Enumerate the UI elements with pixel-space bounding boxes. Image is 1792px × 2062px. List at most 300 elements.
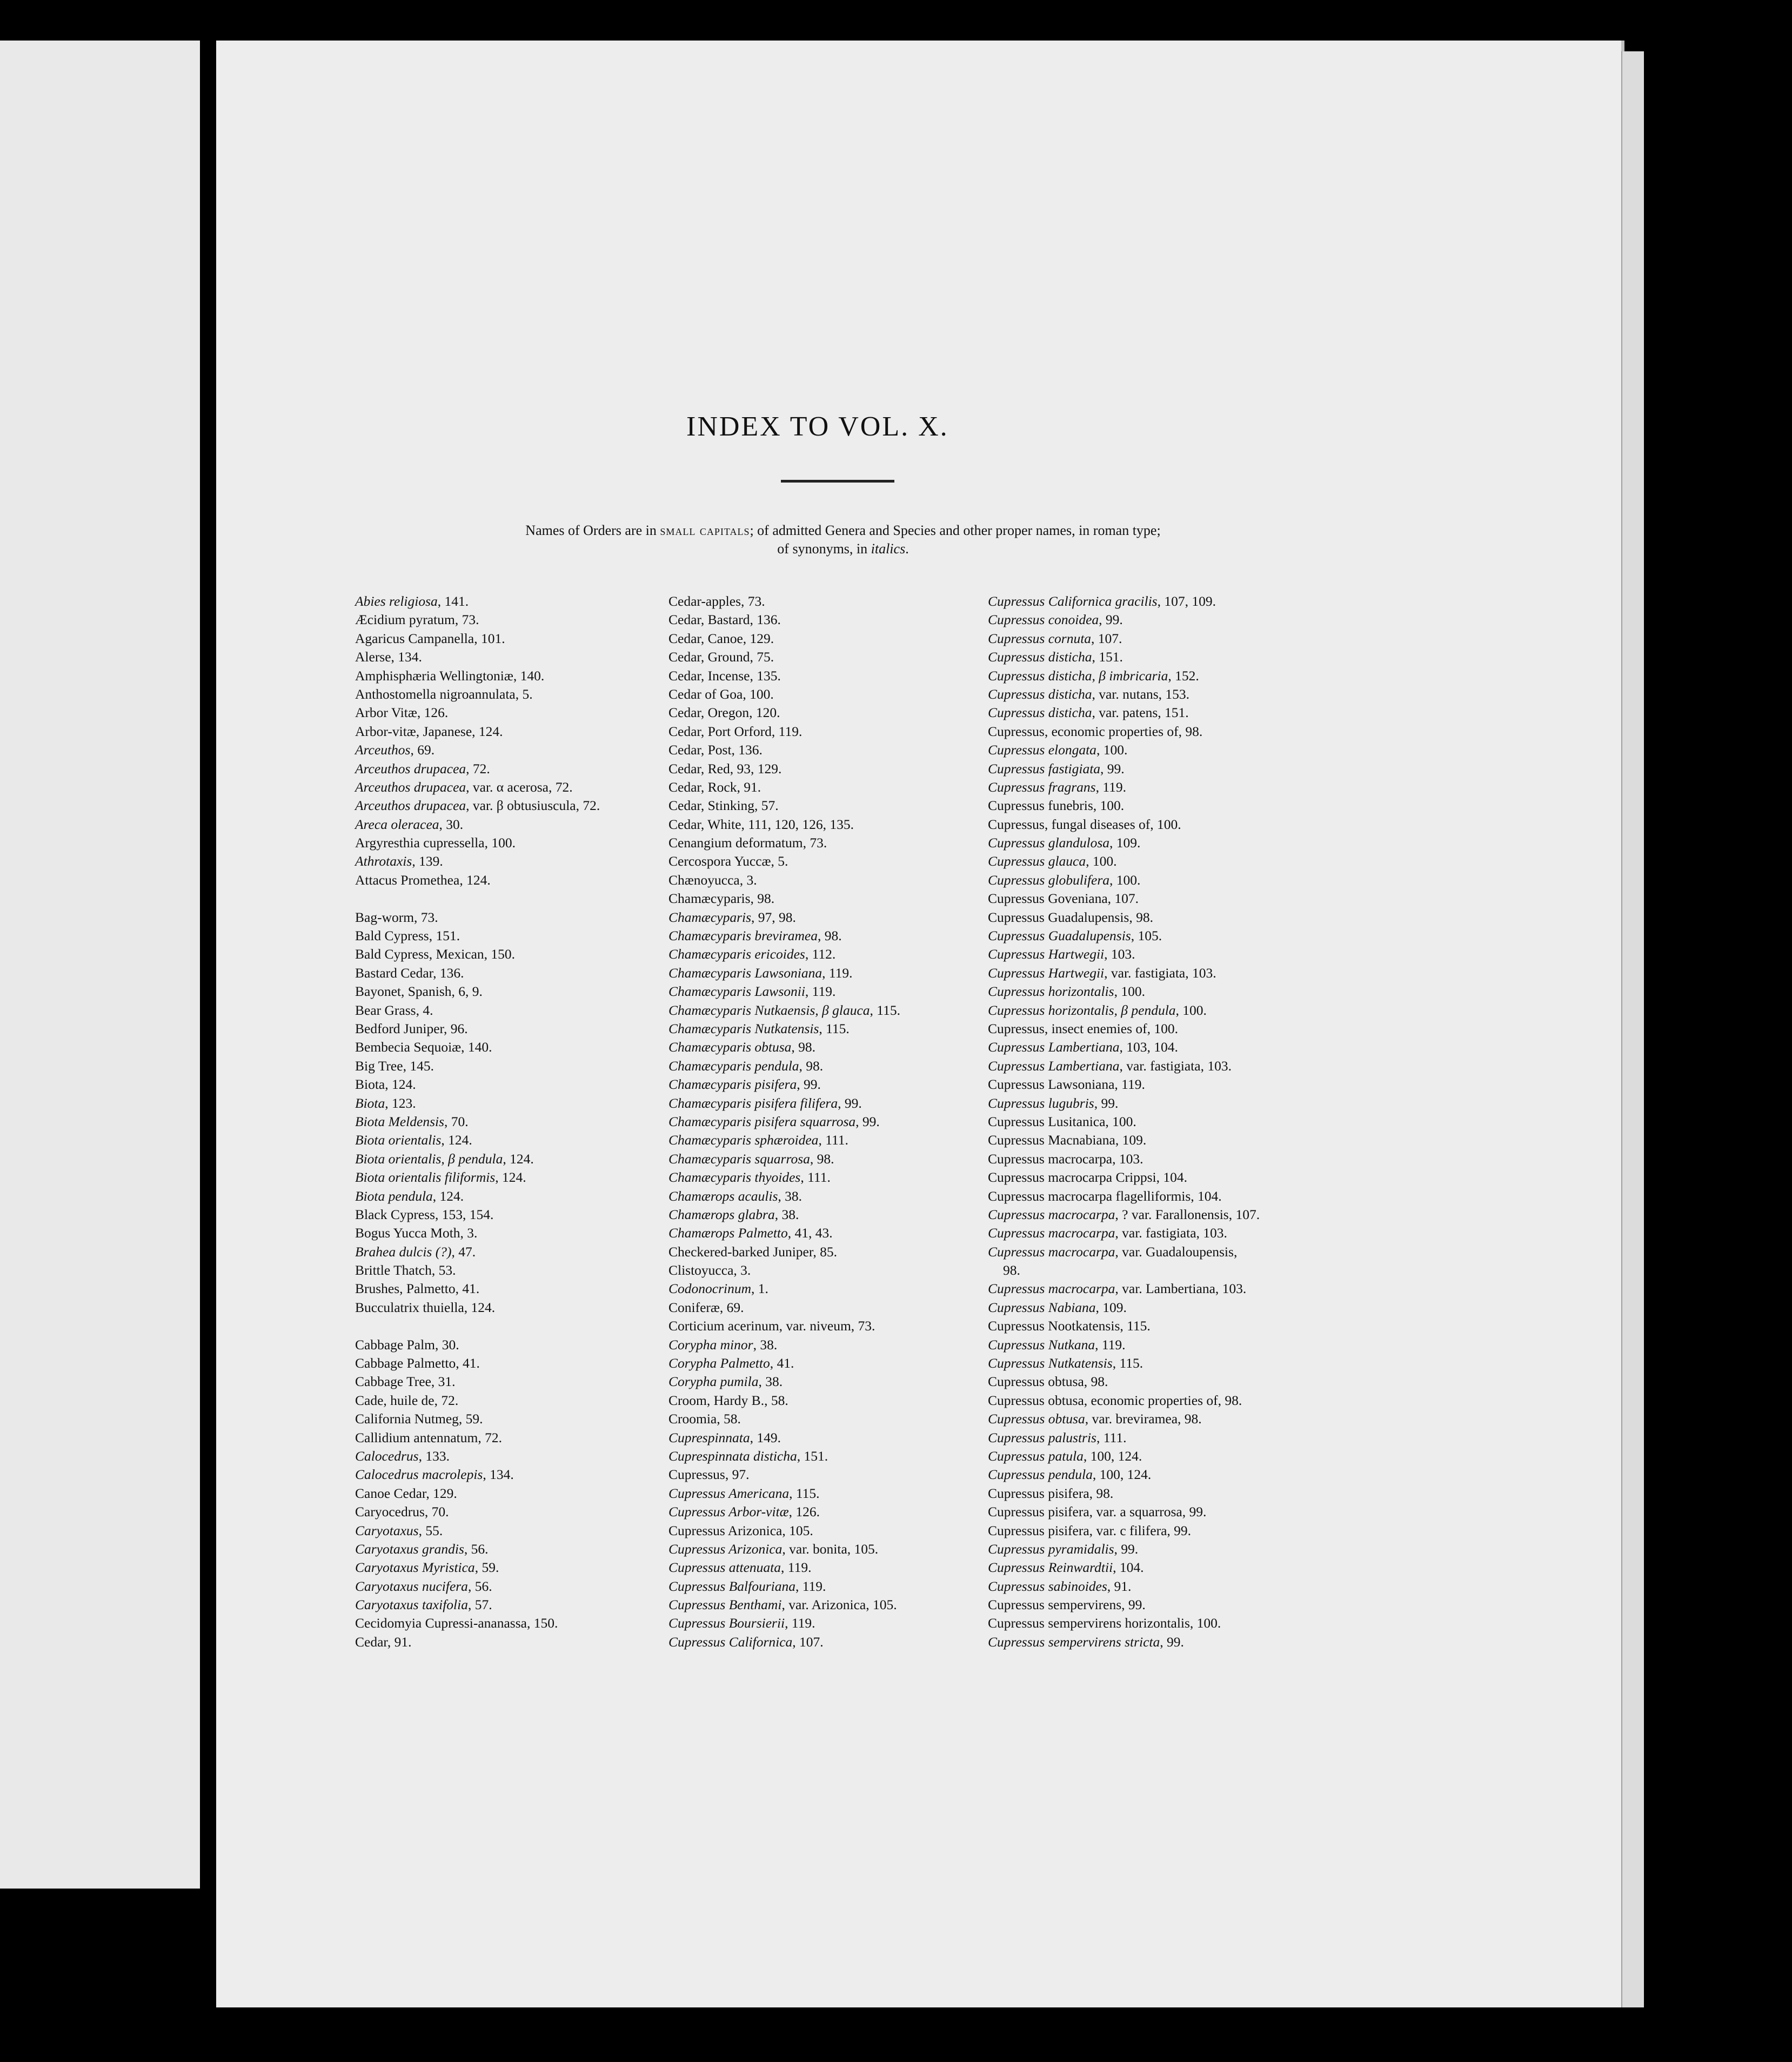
index-entry <box>355 778 600 796</box>
index-entry-refs: , 56. <box>467 1578 492 1594</box>
index-note <box>432 521 1254 558</box>
previous-page-edge <box>0 41 200 1889</box>
index-entry <box>988 1298 1260 1317</box>
index-entry-refs: , 112. <box>805 946 836 962</box>
index-entry-refs: , 119. <box>805 983 836 1000</box>
index-entry <box>668 1354 900 1373</box>
index-entry-refs: , 115. <box>1112 1355 1144 1371</box>
index-entry <box>988 852 1260 871</box>
index-entry-name: Caryotaxus <box>355 1522 419 1538</box>
index-entry-name: Cupressus Californica gracilis <box>988 593 1158 609</box>
index-entry <box>355 1484 600 1503</box>
index-entry <box>355 1168 600 1187</box>
index-entry-refs: , 133. <box>418 1448 450 1464</box>
index-entry-refs: , 139. <box>412 853 443 869</box>
index-entry <box>355 1503 600 1521</box>
index-entry <box>988 1113 1260 1131</box>
index-entry-name: Cedar of Goa, 100. <box>668 686 774 702</box>
index-entry-refs: , 98. <box>817 928 842 944</box>
index-entry-name: Cupressus Nutkana <box>988 1336 1095 1353</box>
index-entry-refs: , var. breviramea, 98. <box>1085 1411 1202 1427</box>
index-entry <box>668 964 900 982</box>
index-entry <box>668 1484 900 1503</box>
index-entry-name: Cedar, Ground, 75. <box>668 649 774 665</box>
index-entry <box>988 1187 1260 1206</box>
index-entry-name: Cedar-apples, 73. <box>668 593 765 609</box>
index-entry <box>355 1410 600 1428</box>
index-entry-name: Cupressus sempervirens stricta <box>988 1633 1160 1650</box>
index-entry <box>988 1168 1260 1187</box>
index-entry <box>668 1168 900 1187</box>
index-entry-refs: , 124. <box>503 1150 534 1167</box>
index-entry-name: Cupressus Lawsoniana, 119. <box>988 1076 1145 1093</box>
index-entry <box>355 1150 600 1168</box>
index-entry-name: Coniferæ, 69. <box>668 1299 744 1315</box>
index-entry-refs: , 111. <box>800 1169 831 1186</box>
index-entry-name: Cuprespinnata <box>668 1429 750 1445</box>
index-entry <box>668 648 900 666</box>
index-entry <box>988 945 1260 963</box>
index-entry-refs: , 100. <box>1096 742 1128 758</box>
index-entry <box>668 1522 900 1540</box>
index-entry-refs: , 119. <box>822 965 853 981</box>
index-entry-name: Chamæcyparis sphæroidea <box>668 1132 819 1148</box>
index-entry-name: Cupressus Lambertiana <box>988 1057 1120 1074</box>
index-entry <box>668 778 900 796</box>
index-entry-name: Chamæcyparis pendula <box>668 1057 799 1074</box>
index-entry-refs: , 103. <box>1104 946 1135 962</box>
index-entry-refs: , 115. <box>870 1002 900 1018</box>
index-entry <box>355 1001 600 1020</box>
index-entry <box>988 1577 1260 1596</box>
index-entry-name: Cupressus glandulosa <box>988 835 1110 851</box>
index-entry-name: Cupressus Balfouriana <box>668 1578 795 1594</box>
index-entry <box>355 1113 600 1131</box>
index-entry-name: Cupressus Guadalupensis, 98. <box>988 909 1153 925</box>
index-entry-name: Corypha minor <box>668 1336 753 1353</box>
index-entry <box>668 1503 900 1521</box>
index-entry-refs: , 70. <box>444 1113 469 1129</box>
index-entry <box>355 815 600 834</box>
index-entry-name: Bag-worm, 73. <box>355 909 438 925</box>
index-entry-name: Biota, 124. <box>355 1076 416 1093</box>
index-entry-name: Cupressus pisifera, var. a squarrosa, 99. <box>988 1504 1207 1520</box>
index-entry-name: Attacus Promethea, 124. <box>355 872 491 888</box>
index-entry-name: Bayonet, Spanish, 6, 9. <box>355 983 483 1000</box>
index-entry-name: Cupressus obtusa <box>988 1411 1085 1427</box>
index-entry <box>668 1317 900 1335</box>
index-entry <box>988 1540 1260 1558</box>
index-entry-refs: , ? var. Farallonensis, 107. <box>1115 1206 1260 1222</box>
index-entry-name: Chamæcyparis Nutkatensis <box>668 1020 819 1036</box>
index-entry-name: Cercospora Yuccæ, 5. <box>668 853 788 869</box>
index-entry <box>355 667 600 685</box>
index-entry-refs: , var. β obtusiuscula, 72. <box>466 798 600 814</box>
note-small-caps: small capitals <box>660 523 750 538</box>
index-entry <box>668 1391 900 1410</box>
index-entry-name: Cupressus pisifera, var. c filifera, 99. <box>988 1522 1192 1538</box>
index-entry <box>355 1187 600 1206</box>
index-entry-name: 98. <box>1003 1262 1020 1278</box>
index-entry-name: Bedford Juniper, 96. <box>355 1020 468 1036</box>
index-entry-refs: , 115. <box>819 1020 850 1036</box>
index-entry-name: Cupressus Hartwegii <box>988 965 1105 981</box>
index-entry-name: Chamæcyparis breviramea <box>668 928 818 944</box>
index-entry <box>988 1614 1260 1632</box>
index-entry <box>668 760 900 778</box>
index-entry-name: Cupressus Hartwegii <box>988 946 1105 962</box>
index-entry <box>988 778 1260 796</box>
index-entry <box>668 889 900 908</box>
index-entry-name: Chamæcyparis <box>668 909 751 925</box>
index-entry <box>668 1373 900 1391</box>
index-entry-refs: , 99. <box>797 1076 821 1093</box>
index-entry-name: Chamæcyparis ericoides <box>668 946 805 962</box>
index-entry-refs: , 59. <box>474 1559 499 1576</box>
index-entry-name: Chamæcyparis Lawsoniana <box>668 965 823 981</box>
index-entry-name: Biota orientalis, β pendula <box>355 1150 503 1167</box>
index-entry <box>355 1075 600 1094</box>
index-entry <box>355 1558 600 1577</box>
index-entry-name: Cupressus palustris <box>988 1429 1096 1445</box>
index-entry-refs: , 111. <box>1096 1429 1127 1445</box>
index-entry-name: Cupressus sabinoides <box>988 1578 1107 1594</box>
index-entry-name: Cupressus, insect enemies of, 100. <box>988 1020 1178 1036</box>
index-entry <box>668 1187 900 1206</box>
index-entry <box>988 834 1260 852</box>
index-entry-refs: , 57. <box>467 1597 492 1613</box>
index-entry-name: Chamæcyparis pisifera squarrosa <box>668 1113 856 1129</box>
index-entry-name: Chamæcyparis thyoides <box>668 1169 801 1186</box>
index-entry <box>988 908 1260 927</box>
page-edge-shadow <box>1621 51 1644 2007</box>
index-entry-name: Cupressus Guadalupensis <box>988 928 1131 944</box>
index-entry <box>355 945 600 963</box>
index-entry <box>355 1298 600 1317</box>
index-entry-refs: , var. nutans, 153. <box>1092 686 1190 702</box>
index-entry-refs: , 119. <box>795 1578 826 1594</box>
index-entry <box>988 1354 1260 1373</box>
index-entry-name: Cupressus Arbor-vitæ <box>668 1504 789 1520</box>
index-entry-name: Chamærops acaulis <box>668 1188 778 1204</box>
index-entry <box>355 927 600 945</box>
index-entry-name: Cupressus macrocarpa <box>988 1225 1115 1241</box>
index-entry-name: Chamæcyparis squarrosa <box>668 1150 810 1167</box>
index-entry-name: Cupressus Lusitanica, 100. <box>988 1113 1136 1129</box>
index-entry-name: Argyresthia cupressella, 100. <box>355 835 516 851</box>
index-entry-name: Biota Meldensis <box>355 1113 445 1129</box>
index-entry <box>355 1336 600 1354</box>
index-entry-refs: , 134. <box>483 1467 514 1483</box>
index-entry <box>668 1336 900 1354</box>
index-entry-name: Cupressus cornuta <box>988 630 1092 646</box>
index-entry-name: Cedar, Stinking, 57. <box>668 798 779 814</box>
index-entry <box>668 704 900 722</box>
index-entry-refs: , 99. <box>1100 760 1125 776</box>
index-entry <box>668 1298 900 1317</box>
index-entry <box>355 611 600 629</box>
index-entry <box>668 871 900 889</box>
index-entry-name: Chamærops Palmetto <box>668 1225 788 1241</box>
index-entry <box>988 889 1260 908</box>
index-entry <box>668 1094 900 1113</box>
index-entry <box>668 1447 900 1465</box>
index-entry-name: Cupressus funebris, 100. <box>988 798 1125 814</box>
index-entry-name: Cupressus attenuata <box>668 1559 781 1576</box>
index-entry-refs: , 99. <box>838 1095 862 1111</box>
index-entry <box>988 722 1260 741</box>
index-entry <box>355 1057 600 1075</box>
index-entry-refs: , 38. <box>774 1206 799 1222</box>
index-entry-name: Cupressus macrocarpa Crippsi, 104. <box>988 1169 1187 1186</box>
index-entry <box>668 1614 900 1632</box>
index-entry-refs: , 141. <box>437 593 469 609</box>
index-entry-name: Cupressus Californica <box>668 1633 793 1650</box>
index-entry-name: Cupressus Americana <box>668 1485 790 1501</box>
index-entry-name: Black Cypress, 153, 154. <box>355 1206 494 1222</box>
index-entry <box>668 815 900 834</box>
index-entry-refs: , 119. <box>1095 1336 1126 1353</box>
index-entry-name: Cedar, Red, 93, 129. <box>668 760 782 776</box>
index-entry-name: Bald Cypress, 151. <box>355 928 460 944</box>
index-entry <box>355 1038 600 1056</box>
index-entry <box>355 1577 600 1596</box>
index-entry-name: Amphisphæria Wellingtoniæ, 140. <box>355 667 545 684</box>
index-entry-name: Cecidomyia Cupressi-ananassa, 150. <box>355 1615 558 1631</box>
index-entry-name: Chamæcyparis Lawsonii <box>668 983 805 1000</box>
index-entry-name: Abies religiosa <box>355 593 438 609</box>
index-entry <box>355 704 600 722</box>
index-entry-name: Cupressus macrocarpa <box>988 1206 1115 1222</box>
index-entry-name: Arceuthos drupacea <box>355 779 466 795</box>
index-entry <box>988 1243 1260 1261</box>
index-entry-name: Arceuthos drupacea <box>355 798 466 814</box>
index-entry-name: Cupressus Reinwardtii <box>988 1559 1113 1576</box>
index-entry <box>988 1373 1260 1391</box>
index-entry <box>355 1540 600 1558</box>
index-entry-refs: , 104. <box>1113 1559 1144 1576</box>
index-entry-name: Checkered-barked Juniper, 85. <box>668 1243 837 1260</box>
index-entry-name: Cupressus disticha <box>988 686 1092 702</box>
index-entry <box>988 1336 1260 1354</box>
index-entry-refs: , 38. <box>778 1188 802 1204</box>
index-entry-name: Arceuthos drupacea <box>355 760 466 776</box>
index-entry <box>355 722 600 741</box>
index-entry-name: Caryotaxus nucifera <box>355 1578 468 1594</box>
index-entry <box>668 834 900 852</box>
index-entry-name: Cedar, Port Orford, 119. <box>668 723 803 739</box>
index-entry-name: Agaricus Campanella, 101. <box>355 630 505 646</box>
index-entry-name: Cupressus Goveniana, 107. <box>988 891 1139 907</box>
index-entry-name: Cade, huile de, 72. <box>355 1392 459 1408</box>
index-column-2 <box>668 592 900 1651</box>
index-entry-name: Cupressus Nutkatensis <box>988 1355 1113 1371</box>
index-entry <box>668 611 900 629</box>
index-entry-refs: , 41. <box>770 1355 794 1371</box>
index-entry-name: Bald Cypress, Mexican, 150. <box>355 946 516 962</box>
index-entry-refs: , 100. <box>1086 853 1117 869</box>
index-entry <box>355 1391 600 1410</box>
index-entry-name: Cupressus Boursierii <box>668 1615 785 1631</box>
index-entry-name: Cupressus horizontalis, β pendula <box>988 1002 1176 1018</box>
index-entry <box>988 630 1260 648</box>
index-entry-name: Croomia, 58. <box>668 1411 741 1427</box>
index-entry <box>668 908 900 927</box>
index-entry <box>355 1206 600 1224</box>
index-entry <box>355 1465 600 1484</box>
index-entry-refs: , var. Lambertiana, 103. <box>1115 1281 1247 1297</box>
index-entry <box>355 1243 600 1261</box>
index-entry-name: Cupressus macrocarpa <box>988 1281 1115 1297</box>
title-rule <box>781 480 894 483</box>
index-entry-name: Bogus Yucca Moth, 3. <box>355 1225 478 1241</box>
index-entry <box>355 852 600 871</box>
index-entry-name: Canoe Cedar, 129. <box>355 1485 457 1501</box>
index-entry-refs: , var. fastigiata, 103. <box>1119 1057 1232 1074</box>
index-entry-name: Cupressus fastigiata <box>988 760 1101 776</box>
index-entry-refs: , 123. <box>385 1095 416 1111</box>
index-entry-name: Cupressus macrocarpa flagelliformis, 104. <box>988 1188 1222 1204</box>
index-entry <box>988 1206 1260 1224</box>
index-entry-name: Cupressus sempervirens horizontalis, 100. <box>988 1615 1221 1631</box>
index-entry <box>988 927 1260 945</box>
index-entry-name: Cupressus Macnabiana, 109. <box>988 1132 1147 1148</box>
index-entry <box>988 1447 1260 1465</box>
index-entry <box>988 1038 1260 1056</box>
index-entry <box>988 1429 1260 1447</box>
index-entry <box>355 1596 600 1614</box>
index-entry-name: Caryotaxus taxifolia <box>355 1597 468 1613</box>
index-entry-name: Æcidium pyratum, 73. <box>355 612 479 628</box>
index-entry-refs: , 30. <box>439 816 464 832</box>
index-entry <box>668 630 900 648</box>
index-entry-refs: , 111. <box>818 1132 848 1148</box>
index-entry <box>355 685 600 704</box>
index-entry <box>988 1465 1260 1484</box>
index-entry-name: Brittle Thatch, 53. <box>355 1262 456 1278</box>
index-entry-name: Biota <box>355 1095 385 1111</box>
index-entry-name: Cupressus pendula <box>988 1467 1093 1483</box>
index-entry-refs: , 124. <box>441 1132 472 1148</box>
index-entry <box>668 1113 900 1131</box>
index-entry <box>668 1038 900 1056</box>
index-entry <box>355 1261 600 1280</box>
index-entry <box>988 1075 1260 1094</box>
index-entry-name: Cupressus horizontalis <box>988 983 1114 1000</box>
index-entry-refs: , 99. <box>855 1113 880 1129</box>
index-entry-name: Chamæcyparis pisifera <box>668 1076 797 1093</box>
page-title: INDEX TO VOL. X. <box>686 411 949 442</box>
index-entry-name: Brushes, Palmetto, 41. <box>355 1281 480 1297</box>
index-entry-name: Cupressus patula <box>988 1448 1084 1464</box>
index-entry-name: Calocedrus <box>355 1448 419 1464</box>
index-entry-name: Cedar, Rock, 91. <box>668 779 761 795</box>
index-entry <box>355 982 600 1001</box>
index-entry-refs: , 105. <box>1131 928 1162 944</box>
index-entry-refs: , 98. <box>810 1150 834 1167</box>
index-entry-refs: , 99. <box>1094 1095 1119 1111</box>
index-entry <box>355 1020 600 1038</box>
index-entry <box>668 1261 900 1280</box>
index-entry <box>668 1633 900 1651</box>
index-entry <box>668 1206 900 1224</box>
index-entry-name: Cupressus, 97. <box>668 1467 750 1483</box>
index-entry-refs: , 107. <box>792 1633 824 1650</box>
index-entry <box>668 982 900 1001</box>
index-entry <box>668 1075 900 1094</box>
index-entry <box>668 1429 900 1447</box>
index-entry-refs: , var. Arizonica, 105. <box>781 1597 897 1613</box>
index-entry-refs: , 152. <box>1168 667 1199 684</box>
index-entry-name: Cupressus Nootkatensis, 115. <box>988 1318 1151 1334</box>
index-entry-name: Bear Grass, 4. <box>355 1002 433 1018</box>
index-entry-refs: , 99. <box>1099 612 1123 628</box>
index-entry-name: Cabbage Palmetto, 41. <box>355 1355 480 1371</box>
index-entry <box>988 685 1260 704</box>
index-entry-name: Cupressus macrocarpa, 103. <box>988 1150 1144 1167</box>
index-entry-refs: , 72. <box>466 760 490 776</box>
index-entry-name: Cupressus Benthami <box>668 1597 782 1613</box>
index-entry-name: Cedar, Incense, 135. <box>668 667 781 684</box>
index-entry-refs: , 107. <box>1091 630 1122 646</box>
index-entry <box>355 630 600 648</box>
index-entry-name: Brahea dulcis (?) <box>355 1243 452 1260</box>
index-column-1 <box>355 592 600 1651</box>
index-entry <box>988 667 1260 685</box>
index-entry-name: Codonocrinum <box>668 1281 751 1297</box>
index-entry-name: Caryotaxus Myristica <box>355 1559 475 1576</box>
index-entry-name: Caryotaxus grandis <box>355 1541 464 1557</box>
note-part-3: of synonyms, in <box>777 541 871 557</box>
index-entry <box>355 1633 600 1651</box>
index-entry-name: Biota orientalis filiformis <box>355 1169 496 1186</box>
index-entry-name: Chamæcyparis, 98. <box>668 891 775 907</box>
index-entry <box>988 1522 1260 1540</box>
index-entry <box>355 741 600 759</box>
index-entry <box>988 1391 1260 1410</box>
index-entry <box>988 1317 1260 1335</box>
index-entry <box>668 685 900 704</box>
index-entry <box>355 908 600 927</box>
index-entry-refs: , 103, 104. <box>1119 1039 1178 1055</box>
index-entry-name: Cedar, Oregon, 120. <box>668 705 780 721</box>
index-entry-name: Cupressus disticha, β imbricaria <box>988 667 1168 684</box>
index-entry-refs: , 69. <box>410 742 435 758</box>
index-entry-name: Cupressus disticha <box>988 649 1092 665</box>
index-entry <box>355 1373 600 1391</box>
index-entry-name: Caryocedrus, 70. <box>355 1504 449 1520</box>
index-entry <box>668 945 900 963</box>
index-entry-name: Chamæcyparis obtusa <box>668 1039 792 1055</box>
index-entry-name: Chænoyucca, 3. <box>668 872 757 888</box>
index-entry-refs: , 100. <box>1114 983 1145 1000</box>
index-entry-name: Cupressus macrocarpa <box>988 1243 1115 1260</box>
index-entry-refs: , 98. <box>791 1039 816 1055</box>
index-entry-name: Corypha pumila <box>668 1374 759 1390</box>
index-entry <box>668 852 900 871</box>
index-entry <box>668 1131 900 1149</box>
index-entry-refs: , 41, 43. <box>787 1225 833 1241</box>
index-entry <box>988 1558 1260 1577</box>
index-entry <box>668 1020 900 1038</box>
index-entry-name: Cedar, White, 111, 120, 126, 135. <box>668 816 854 832</box>
index-entry <box>668 1410 900 1428</box>
index-entry <box>668 592 900 611</box>
index-entry <box>988 1020 1260 1038</box>
index-entry-refs: , var. α acerosa, 72. <box>466 779 573 795</box>
index-entry-refs: , 149. <box>750 1429 781 1445</box>
index-entry-refs: , 99. <box>1114 1541 1139 1557</box>
